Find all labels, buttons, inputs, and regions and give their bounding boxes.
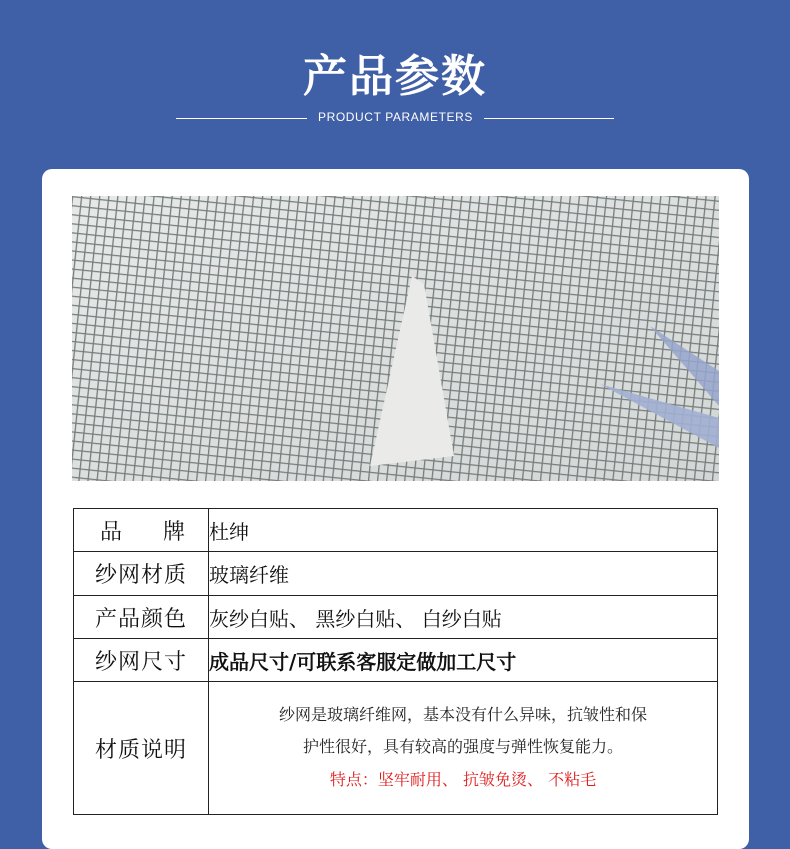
label-size: 纱网尺寸	[74, 639, 209, 682]
divider-left	[176, 118, 307, 119]
label-material: 纱网材质	[74, 552, 209, 596]
table-row	[74, 639, 718, 682]
table-row	[74, 509, 718, 552]
description-line-2: 护性很好，具有较高的强度与弹性恢复能力。	[302, 737, 623, 756]
label-brand: 品 牌	[74, 509, 209, 552]
table-row	[74, 552, 718, 596]
value-description	[209, 682, 718, 815]
page-subtitle: PRODUCT PARAMETERS	[317, 110, 474, 124]
label-description: 材质说明	[74, 682, 209, 815]
table-row	[74, 596, 718, 639]
feature-line: 特点：坚牢耐用、 抗皱免烫、 不粘毛	[329, 770, 597, 789]
value-material: 玻璃纤维	[209, 552, 718, 596]
value-brand: 杜绅	[209, 509, 718, 552]
mesh-photo	[72, 196, 719, 481]
specs-table	[73, 508, 718, 815]
label-color: 产品颜色	[74, 596, 209, 639]
table-row	[74, 682, 718, 815]
value-color: 灰纱白贴、 黑纱白贴、 白纱白贴	[209, 596, 718, 639]
value-size: 成品尺寸/可联系客服定做加工尺寸	[209, 639, 718, 682]
page-title: 产品参数	[303, 51, 487, 102]
subtitle-row	[0, 108, 790, 130]
description-line-1: 纱网是玻璃纤维网，基本没有什么异味，抗皱性和保	[278, 705, 647, 724]
divider-right	[484, 118, 614, 119]
